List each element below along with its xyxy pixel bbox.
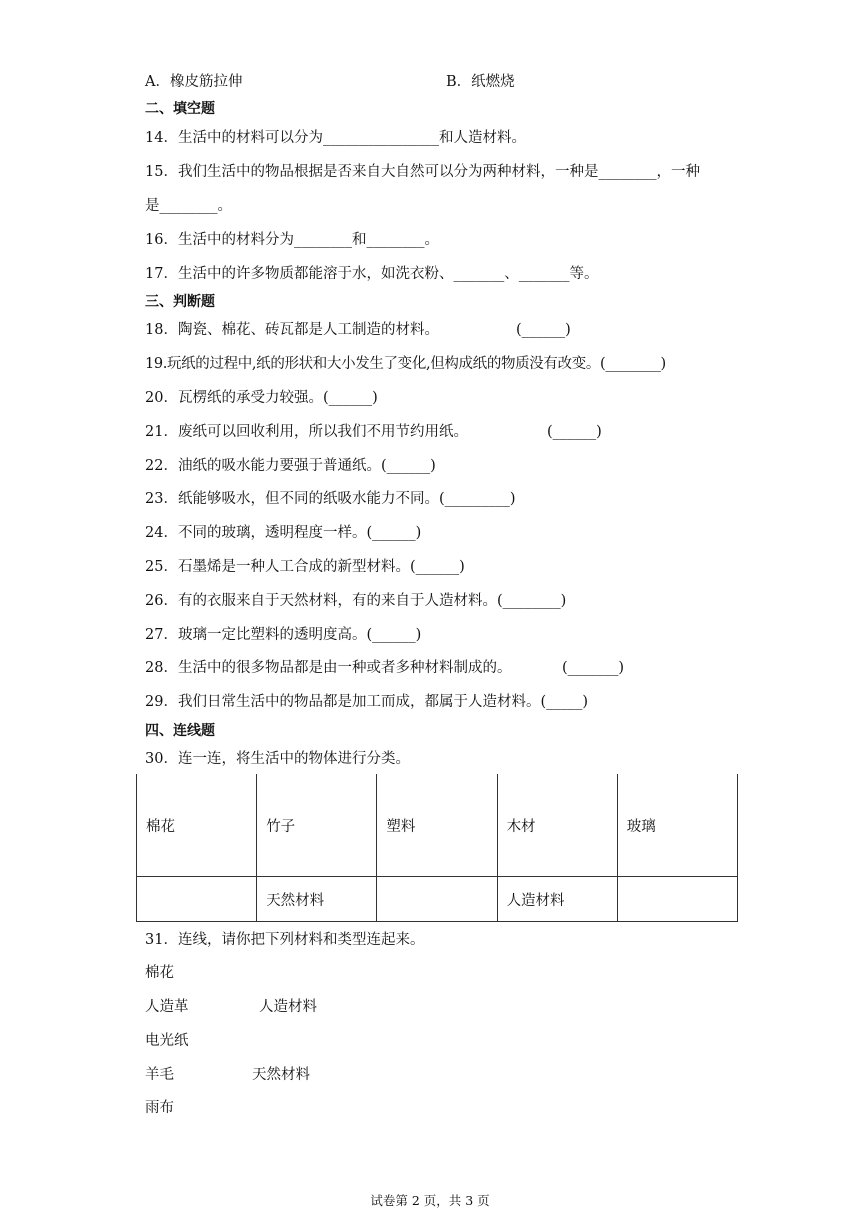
table-cell <box>377 877 497 922</box>
table-cell: 竹子 <box>257 774 377 877</box>
match-item: 雨布 <box>145 1100 174 1116</box>
table-cell: 木材 <box>497 774 617 877</box>
table-cell: 棉花 <box>137 774 257 877</box>
question-15-line1: 15．我们生活中的物品根据是否来自大自然可以分为两种材料，一种是________，一种 <box>145 164 700 180</box>
question-14: 14．生活中的材料可以分为________________和人造材料。 <box>145 130 526 146</box>
table-row <box>137 774 738 877</box>
question-21: 21．废纸可以回收利用，所以我们不用节约用纸。 <box>145 424 468 440</box>
question-22: 22．油纸的吸水能力要强于普通纸。(______) <box>145 458 436 474</box>
section-judge-heading: 三、判断题 <box>145 294 215 310</box>
question-25: 25．石墨烯是一种人工合成的新型材料。(______) <box>145 559 465 575</box>
question-21-blank: (______) <box>547 424 602 440</box>
question-30: 30．连一连，将生活中的物体进行分类。 <box>145 751 410 767</box>
table-row <box>137 877 738 922</box>
table-cell: 玻璃 <box>617 774 737 877</box>
section-fill-heading: 二、填空题 <box>145 101 215 117</box>
question-20: 20．瓦楞纸的承受力较强。(______) <box>145 390 378 406</box>
match-type: 人造材料 <box>259 999 317 1015</box>
question-17: 17．生活中的许多物质都能溶于水，如洗衣粉、_______、_______等。 <box>145 266 599 282</box>
option-b: B．纸燃烧 <box>446 74 515 90</box>
question-28-blank: (_______) <box>562 660 625 676</box>
table-cell: 塑料 <box>377 774 497 877</box>
match-item: 人造革 <box>145 999 189 1015</box>
classification-table <box>136 774 738 922</box>
question-18: 18．陶瓷、棉花、砖瓦都是人工制造的材料。 <box>145 322 439 338</box>
question-24: 24．不同的玻璃，透明程度一样。(______) <box>145 525 422 541</box>
section-match-heading: 四、连线题 <box>145 723 215 739</box>
question-18-blank: (______) <box>516 322 571 338</box>
question-29: 29．我们日常生活中的物品都是加工而成，都属于人造材料。(_____) <box>145 694 589 710</box>
table-cell: 人造材料 <box>497 877 617 922</box>
option-a: A．橡皮筋拉伸 <box>145 74 243 90</box>
match-item: 棉花 <box>145 965 174 981</box>
question-23: 23．纸能够吸水，但不同的纸吸水能力不同。(_________) <box>145 491 516 507</box>
question-19: 19.玩纸的过程中,纸的形状和大小发生了变化,但构成纸的物质没有改变。(________) <box>145 356 666 372</box>
table-cell: 天然材料 <box>257 877 377 922</box>
page-footer: 试卷第 2 页，共 3 页 <box>370 1193 490 1208</box>
question-16: 16．生活中的材料分为________和________。 <box>145 232 439 248</box>
match-type: 天然材料 <box>252 1067 310 1083</box>
table-cell <box>617 877 737 922</box>
question-31: 31．连线，请你把下列材料和类型连起来。 <box>145 932 425 948</box>
match-item: 羊毛 <box>145 1067 174 1083</box>
table-cell <box>137 877 257 922</box>
question-26: 26．有的衣服来自于天然材料，有的来自于人造材料。(________) <box>145 593 567 609</box>
question-15-line2: 是________。 <box>145 198 232 214</box>
match-item: 电光纸 <box>145 1033 189 1049</box>
question-27: 27．玻璃一定比塑料的透明度高。(______) <box>145 627 422 643</box>
question-28: 28．生活中的很多物品都是由一种或者多种材料制成的。 <box>145 660 512 676</box>
